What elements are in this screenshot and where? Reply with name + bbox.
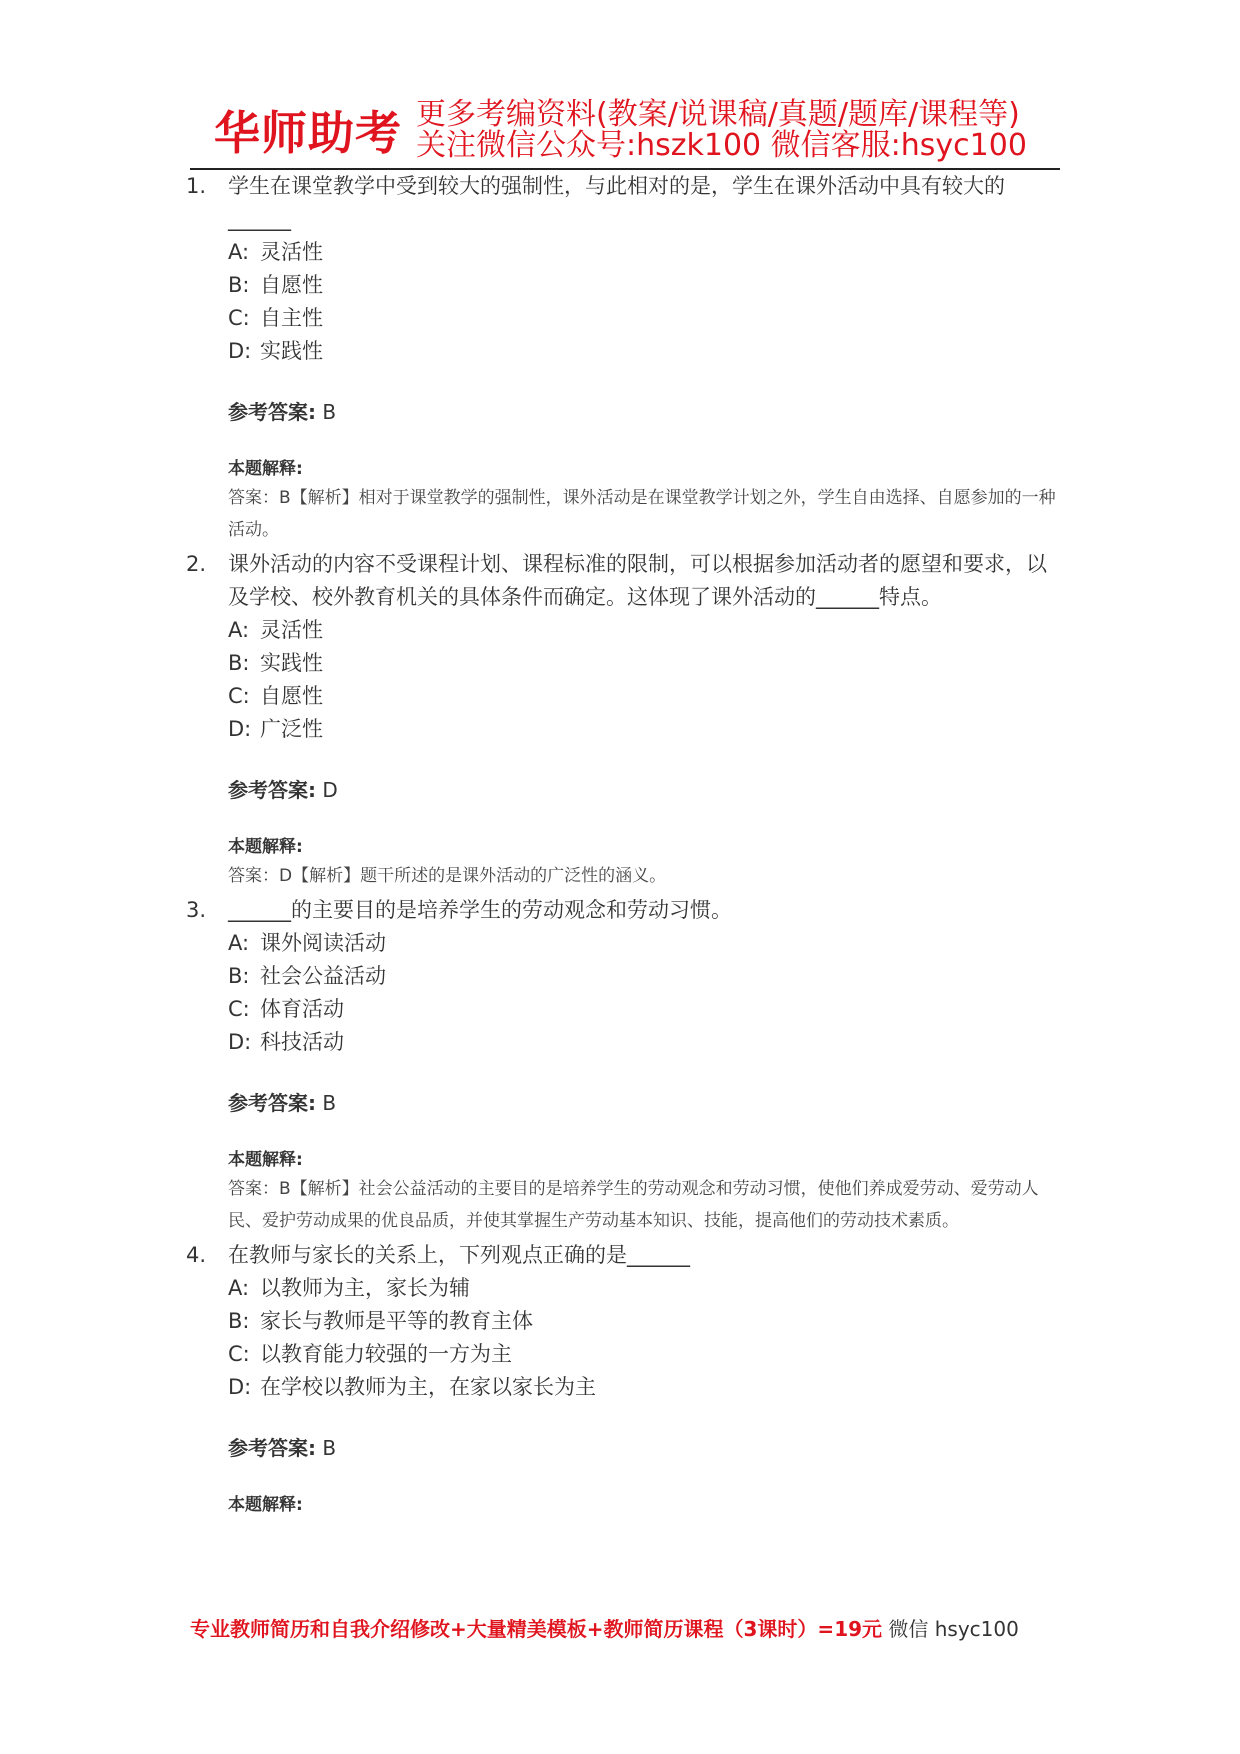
question-4 [186,1239,1066,1518]
option-b [228,269,1066,302]
reference-answer [228,776,1066,804]
option-a [228,614,1066,647]
option-letter: D: [228,339,252,363]
option-letter: C: [228,306,250,330]
question-3 [186,894,1066,1237]
question-stem [186,894,1066,927]
option-c [228,993,1066,1026]
answer-value: D [322,778,338,802]
option-list [228,1272,1066,1404]
question-text: 学生在课堂教学中受到较大的强制性，与此相对的是，学生在课外活动中具有较大的______ [228,174,1005,231]
explanation-text: 答案：B【解析】相对于课堂教学的强制性，课外活动是在课堂教学计划之外，学生自由选择、自愿参加的一种活动。 [228,488,1056,540]
option-c [228,302,1066,335]
option-a [228,1272,1066,1305]
option-letter: A: [228,931,250,955]
option-d [228,1371,1066,1404]
footer-promo: 专业教师简历和自我介绍修改+大量精美模板+教师简历课程（3课时）=19元 [190,1617,883,1641]
explanation-text: 答案：D【解析】题干所述的是课外活动的广泛性的涵义。 [228,866,667,886]
option-letter: B: [228,964,250,988]
question-text: 在教师与家长的关系上，下列观点正确的是______ [228,1243,690,1267]
option-c [228,1338,1066,1371]
option-letter: C: [228,684,250,708]
option-text: 以教师为主，家长为辅 [260,1276,470,1300]
explanation-title: 本题解释: [228,1150,303,1170]
reference-answer [228,1434,1066,1462]
footer-contact: 微信 hsyc100 [882,1617,1019,1641]
option-c [228,680,1066,713]
question-2 [186,548,1066,892]
option-letter: C: [228,997,250,1021]
header-line-contact: 关注微信公众号:hszk100 微信客服:hsyc100 [416,128,1027,163]
option-text: 自愿性 [260,684,323,708]
option-letter: B: [228,273,250,297]
page-header [214,88,1054,172]
option-a [228,927,1066,960]
question-1 [186,170,1066,546]
answer-label: 参考答案: [228,1091,316,1115]
option-text: 以教育能力较强的一方为主 [260,1342,512,1366]
option-d [228,1026,1066,1059]
option-text: 课外阅读活动 [260,931,386,955]
option-letter: B: [228,1309,250,1333]
option-d [228,335,1066,368]
header-banner [416,96,1027,163]
option-text: 灵活性 [260,618,323,642]
question-number: 1. [186,174,207,198]
question-stem [186,170,1066,236]
option-list [228,236,1066,368]
answer-value: B [322,1091,337,1115]
question-number: 4. [186,1243,207,1267]
option-list [228,927,1066,1059]
page-footer [190,1613,1090,1642]
explanation-text: 答案：B【解析】社会公益活动的主要目的是培养学生的劳动观念和劳动习惯，使他们养成爱劳动、爱劳动人民、爱护劳动成果的优良品质，并使其掌握生产劳动基本知识、技能，提高他们的劳动技术素质。 [228,1179,1039,1231]
option-letter: D: [228,1375,252,1399]
option-letter: A: [228,618,250,642]
option-text: 灵活性 [260,240,323,264]
answer-value: B [322,400,337,424]
question-text: ______的主要目的是培养学生的劳动观念和劳动习惯。 [228,898,732,922]
answer-label: 参考答案: [228,1436,316,1460]
option-d [228,713,1066,746]
question-number: 2. [186,552,207,576]
question-stem [186,548,1066,614]
option-text: 实践性 [260,339,323,363]
question-text: 课外活动的内容不受课程计划、课程标准的限制，可以根据参加活动者的愿望和要求，以及学校、校外教育机关的具体条件而确定。这体现了课外活动的______特点。 [228,552,1047,609]
option-letter: A: [228,1276,250,1300]
question-number: 3. [186,898,207,922]
question-stem [186,1239,1066,1272]
option-b [228,1305,1066,1338]
option-text: 社会公益活动 [260,964,386,988]
reference-answer [228,1089,1066,1117]
explanation-title: 本题解释: [228,459,303,479]
reference-answer [228,398,1066,426]
option-b [228,960,1066,993]
header-line-resources: 更多考编资料(教案/说课稿/真题/题库/课程等) [416,96,1020,132]
option-text: 家长与教师是平等的教育主体 [260,1309,533,1333]
option-list [228,614,1066,746]
option-letter: D: [228,1030,252,1054]
option-text: 在学校以教师为主，在家以家长为主 [260,1375,596,1399]
option-text: 广泛性 [260,717,323,741]
option-text: 体育活动 [260,997,344,1021]
brand-logo: 华师助考 [214,106,402,160]
option-text: 科技活动 [260,1030,344,1054]
answer-label: 参考答案: [228,400,316,424]
option-text: 自主性 [260,306,323,330]
option-letter: B: [228,651,250,675]
option-letter: A: [228,240,250,264]
option-b [228,647,1066,680]
explanation-title: 本题解释: [228,837,303,857]
explanation-title: 本题解释: [228,1495,303,1515]
option-text: 实践性 [260,651,323,675]
answer-label: 参考答案: [228,778,316,802]
question-list [186,170,1066,1518]
option-letter: C: [228,1342,250,1366]
answer-value: B [322,1436,337,1460]
option-letter: D: [228,717,252,741]
option-a [228,236,1066,269]
option-text: 自愿性 [260,273,323,297]
